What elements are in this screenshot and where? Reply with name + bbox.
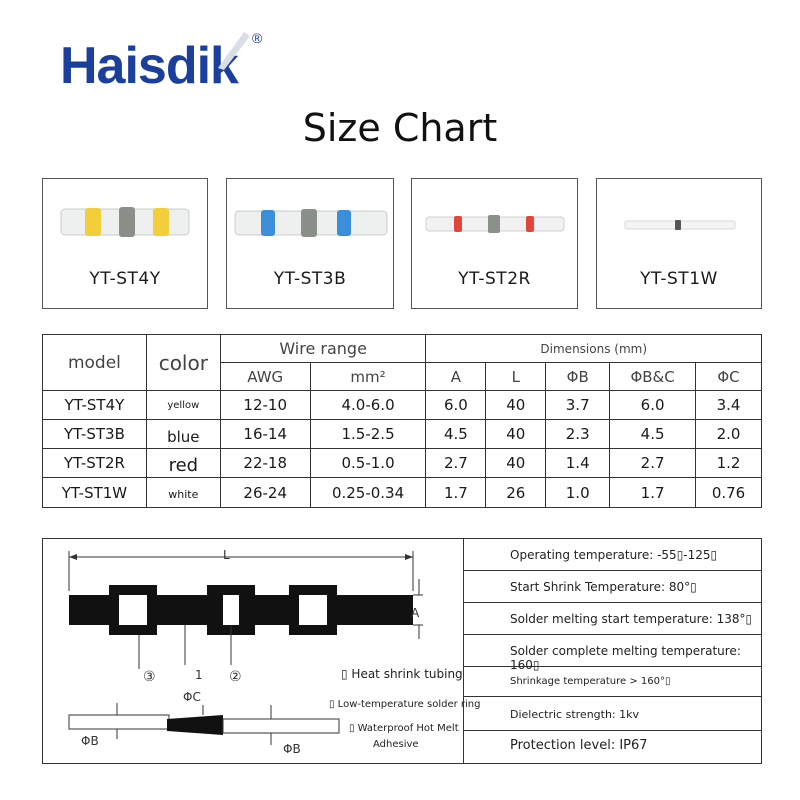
cell-l: 40 [486,449,546,478]
property-text: Start Shrink Temperature: 80°▯ [510,580,697,594]
property-item [464,539,762,571]
property-item [464,635,762,672]
product-model-label: YT-ST2R [458,269,531,289]
cell-model: YT-ST3B [43,420,147,449]
cell-model: YT-ST2R [43,449,147,478]
header-l: L [486,363,546,391]
cell-a: 1.7 [426,478,486,508]
property-item [464,571,762,603]
cell-phi-bc: 6.0 [610,391,696,420]
property-item [464,731,762,763]
spec-table [42,334,762,508]
product-card-st1w [596,178,762,309]
property-text: Shrinkage temperature > 160°▯ [510,676,671,687]
label-phi-c: ΦC [183,690,201,704]
cell-awg: 16-14 [220,420,310,449]
cell-phi-bc: 1.7 [610,478,696,508]
cell-color: yellow [146,391,220,420]
property-item [464,667,762,697]
legend-heat-shrink: ▯ Heat shrink tubing [341,667,463,681]
label-a: A [411,606,420,620]
cell-phi-bc: 4.5 [610,420,696,449]
cell-l: 40 [486,420,546,449]
logo-swoosh-icon [214,30,254,80]
product-model-label: YT-ST4Y [89,269,161,289]
cell-mm2: 4.0-6.0 [310,391,426,420]
table-row [43,420,762,449]
registered-mark: ® [252,30,263,46]
header-phi-c: ΦC [696,363,762,391]
cell-phi-c: 3.4 [696,391,762,420]
connector-st1w-image [597,179,761,259]
callout-1: 1 [195,668,203,682]
cell-model: YT-ST1W [43,478,147,508]
header-phi-bc: ΦB&C [610,363,696,391]
cell-a: 6.0 [426,391,486,420]
cell-a: 2.7 [426,449,486,478]
header-model: model [43,335,147,391]
property-text: Protection level: IP67 [510,738,648,753]
callout-2: ② [229,669,242,685]
connector-st3b-image [227,179,393,259]
connector-st2r-image [412,179,577,259]
product-card-st2r [411,178,578,309]
property-text: Operating temperature: -55▯-125▯ [510,548,718,562]
cell-mm2: 0.25-0.34 [310,478,426,508]
header-mm2: mm² [310,363,426,391]
cell-phi-bc: 2.7 [610,449,696,478]
table-row [43,478,762,508]
cell-awg: 12-10 [220,391,310,420]
cell-phi-c: 1.2 [696,449,762,478]
diagram-panel [42,538,762,764]
header-a: A [426,363,486,391]
header-phi-b: ΦB [546,363,610,391]
header-awg: AWG [220,363,310,391]
connector-st4y-image [43,179,207,259]
header-wire-range: Wire range [220,335,426,363]
product-card-st4y [42,178,208,309]
legend-adhesive-2: Adhesive [373,739,419,750]
cell-color: red [146,449,220,478]
label-phi-b-left: ΦB [81,734,99,748]
label-phi-b-right: ΦB [283,742,301,756]
page-title: Size Chart [302,106,498,150]
header-dimensions: Dimensions (mm) [426,335,762,363]
cell-awg: 26-24 [220,478,310,508]
cell-phi-c: 0.76 [696,478,762,508]
cell-phi-b: 3.7 [546,391,610,420]
property-item [464,603,762,635]
label-l: L [223,548,230,562]
properties-list [463,539,762,763]
cell-l: 40 [486,391,546,420]
cell-model: YT-ST4Y [43,391,147,420]
cell-l: 26 [486,478,546,508]
property-text: Solder melting start temperature: 138°▯ [510,612,753,626]
cell-a: 4.5 [426,420,486,449]
cell-mm2: 0.5-1.0 [310,449,426,478]
product-model-label: YT-ST1W [640,269,718,289]
cell-color: white [146,478,220,508]
product-model-label: YT-ST3B [273,269,347,289]
band-left [85,208,101,236]
property-item [464,697,762,731]
legend-adhesive: ▯ Waterproof Hot Melt [349,723,459,734]
cell-mm2: 1.5-2.5 [310,420,426,449]
product-card-st3b [226,178,394,309]
cell-phi-b: 2.3 [546,420,610,449]
table-row [43,391,762,420]
header-color: color [146,335,220,391]
table-row [43,449,762,478]
cell-phi-b: 1.4 [546,449,610,478]
callout-3: ③ [143,669,156,685]
legend-solder-ring: ▯ Low-temperature solder ring [329,699,481,710]
cell-awg: 22-18 [220,449,310,478]
cell-phi-c: 2.0 [696,420,762,449]
cell-color: blue [146,420,220,449]
brand-logo: Haisdik [60,37,238,95]
property-text: Dielectric strength: 1kv [510,708,640,721]
cell-phi-b: 1.0 [546,478,610,508]
property-text: Solder complete melting temperature: 160▯ [510,644,741,672]
